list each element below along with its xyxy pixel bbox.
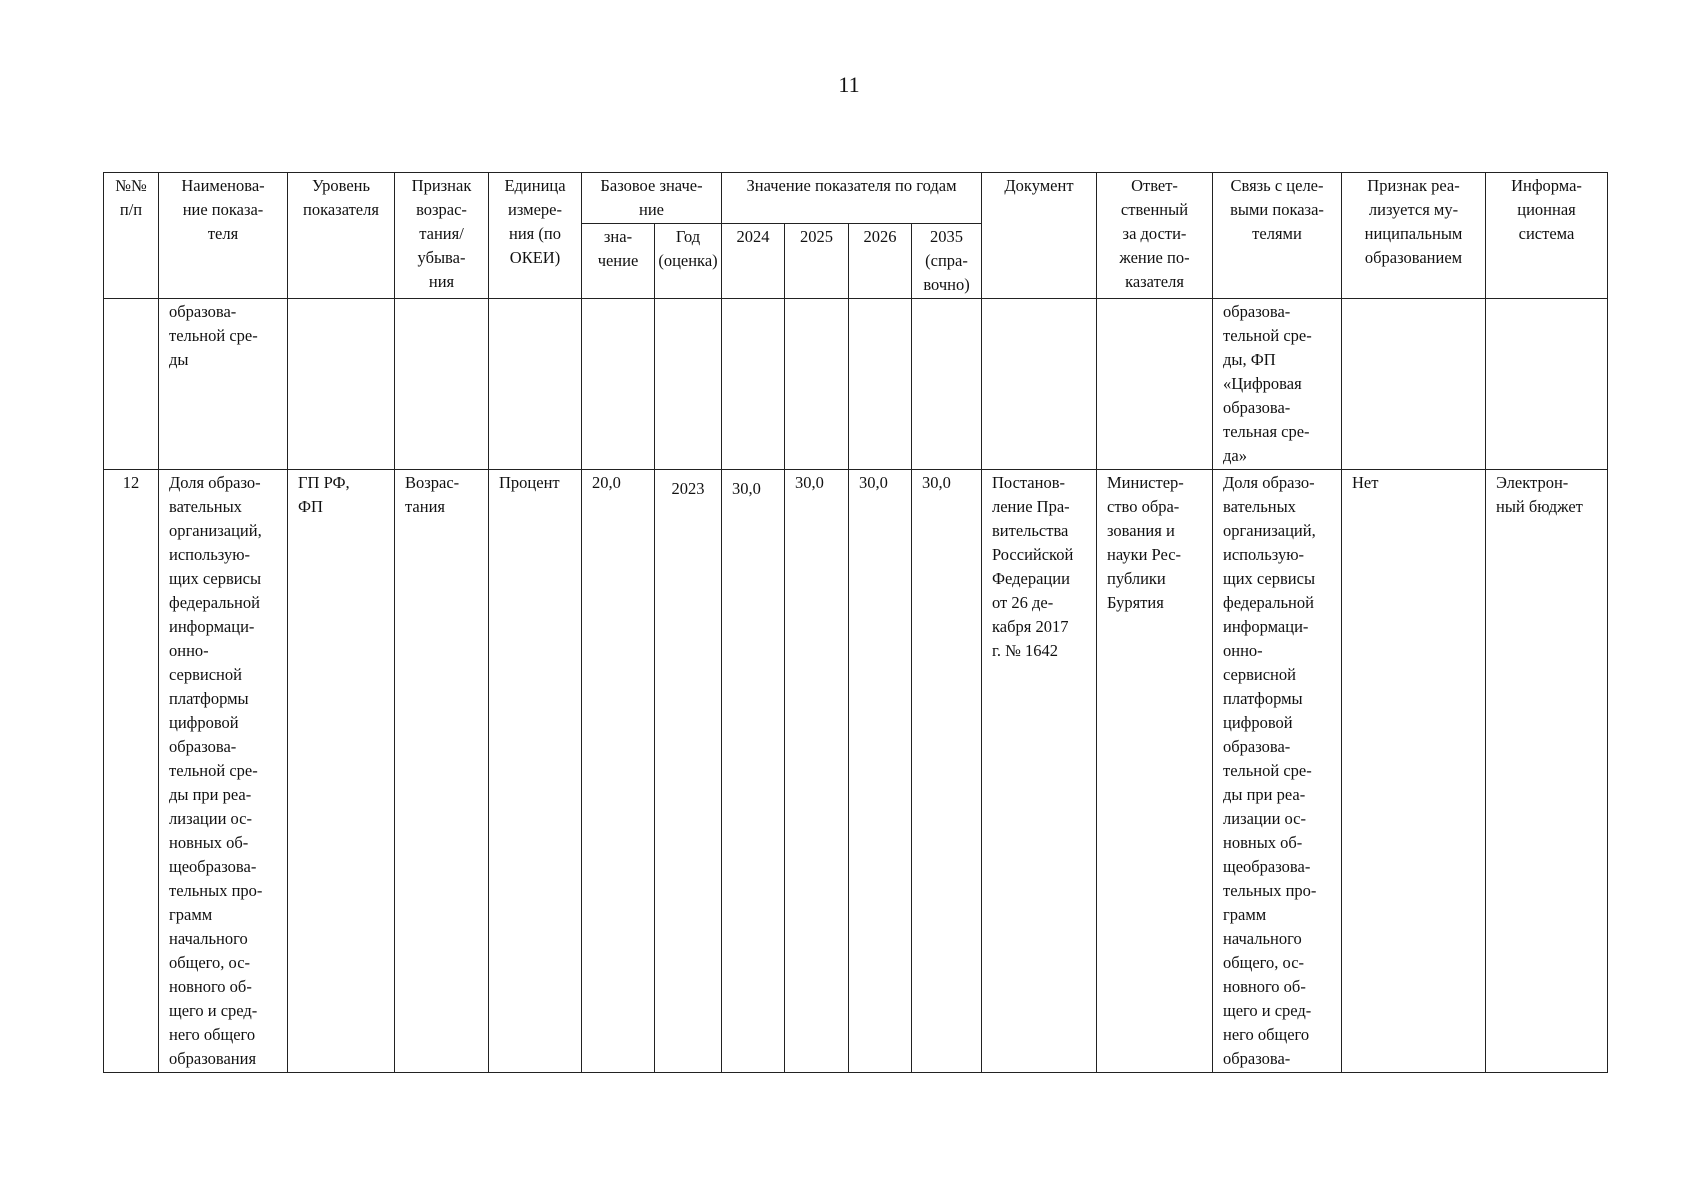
cell-name: Доля образо- вательных организаций, использую- щих сервисы федеральной информаци- онно- сервисной платформы цифровой образова- тельной сре- ды при реа- лизации ос- новных об- щеобразова- тельных про- грамм начального общего, ос- новного об- щего и сред- него общего образования xyxy=(159,470,288,1073)
cell-infosystem: Электрон- ный бюджет xyxy=(1486,470,1608,1073)
cell-base-value: 20,0 xyxy=(582,470,655,1073)
header-year-2024: 2024 xyxy=(722,224,785,299)
cell-unit: Процент xyxy=(489,470,582,1073)
header-year-2035: 2035 (спра- вочно) xyxy=(912,224,982,299)
cell-2035: 30,0 xyxy=(912,470,982,1073)
cell-2024: 30,0 xyxy=(722,470,785,1073)
table-row-continuation xyxy=(104,299,1608,470)
header-by-years: Значение показателя по годам xyxy=(722,173,982,224)
cell-level: ГП РФ, ФП xyxy=(288,470,395,1073)
header-infosystem: Информа- ционная система xyxy=(1486,173,1608,299)
header-base: Базовое значе- ние xyxy=(582,173,722,224)
cell-2026 xyxy=(849,299,912,470)
cell-name: образова- тельной сре- ды xyxy=(159,299,288,470)
header-year-2026: 2026 xyxy=(849,224,912,299)
indicators-table xyxy=(103,172,1608,1073)
cell-num: 12 xyxy=(104,470,159,1073)
header-year-2025: 2025 xyxy=(785,224,849,299)
header-link: Связь с целе- выми показа- телями xyxy=(1213,173,1342,299)
cell-level xyxy=(288,299,395,470)
header-municipal: Признак реа- лизуется му- ниципальным образованием xyxy=(1342,173,1486,299)
header-document: Документ xyxy=(982,173,1097,299)
cell-2025 xyxy=(785,299,849,470)
cell-2024 xyxy=(722,299,785,470)
cell-municipal: Нет xyxy=(1342,470,1486,1073)
cell-base-value xyxy=(582,299,655,470)
cell-responsible: Министер- ство обра- зования и науки Рес- публики Бурятия xyxy=(1097,470,1213,1073)
header-responsible: Ответ- ственный за дости- жение по- казателя xyxy=(1097,173,1213,299)
header-base-year: Год (оценка) xyxy=(655,224,722,299)
cell-trend xyxy=(395,299,489,470)
header-name: Наименова- ние показа- теля xyxy=(159,173,288,299)
header-unit: Единица измере- ния (по ОКЕИ) xyxy=(489,173,582,299)
cell-municipal xyxy=(1342,299,1486,470)
cell-infosystem xyxy=(1486,299,1608,470)
header-trend: Признак возрас- тания/ убыва- ния xyxy=(395,173,489,299)
cell-base-year xyxy=(655,299,722,470)
cell-link: образова- тельной сре- ды, ФП «Цифровая образова- тельная сре- да» xyxy=(1213,299,1342,470)
cell-trend: Возрас- тания xyxy=(395,470,489,1073)
header-num: №№ п/п xyxy=(104,173,159,299)
header-level: Уровень показателя xyxy=(288,173,395,299)
cell-unit xyxy=(489,299,582,470)
cell-2035 xyxy=(912,299,982,470)
cell-document: Постанов- ление Пра- вительства Российской Федерации от 26 де- кабря 2017 г. № 1642 xyxy=(982,470,1097,1073)
cell-num xyxy=(104,299,159,470)
cell-link: Доля образо- вательных организаций, использую- щих сервисы федеральной информаци- онно- сервисной платформы цифровой образова- тельной сре- ды при реа- лизации ос- новных об- щеобразова- тельных про- грамм начального общего, ос- новного об- щего и сред- него общего образова- xyxy=(1213,470,1342,1073)
cell-2026: 30,0 xyxy=(849,470,912,1073)
header-base-value: зна- чение xyxy=(582,224,655,299)
cell-base-year: 2023 xyxy=(655,470,722,1073)
cell-responsible xyxy=(1097,299,1213,470)
table-row-12 xyxy=(104,470,1608,1073)
cell-document xyxy=(982,299,1097,470)
cell-2025: 30,0 xyxy=(785,470,849,1073)
header-row-1 xyxy=(104,173,1608,224)
page-number: 11 xyxy=(838,72,860,97)
